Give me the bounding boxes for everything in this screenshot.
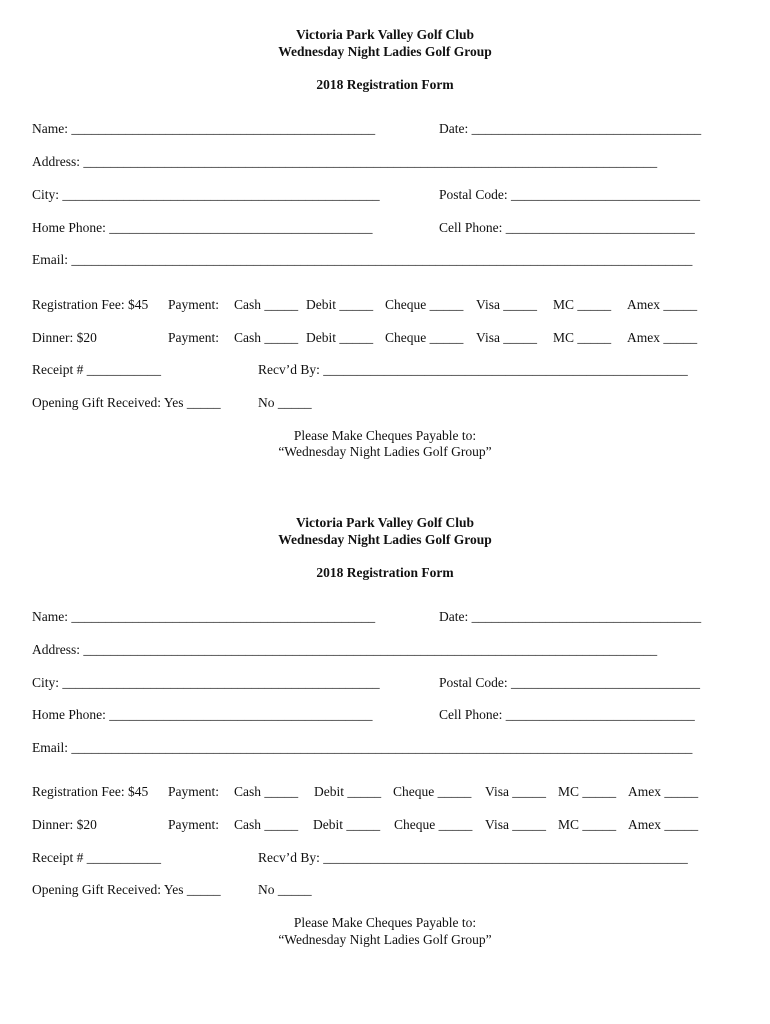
registration-payment-label: Payment: bbox=[168, 784, 219, 799]
registration-debit-option[interactable]: Debit _____ bbox=[314, 784, 382, 799]
registration-fee-label: Registration Fee: $45 bbox=[32, 297, 149, 312]
email-field[interactable]: Email: ____________________________________________________________________________________________ bbox=[32, 252, 693, 267]
dinner-cash-option[interactable]: Cash _____ bbox=[234, 330, 299, 345]
dinner-payment-label: Payment: bbox=[168, 817, 219, 832]
dinner-cash-option[interactable]: Cash _____ bbox=[234, 817, 299, 832]
cheques-payee-name: “Wednesday Night Ladies Golf Group” bbox=[278, 932, 492, 947]
opening-gift-no-field[interactable]: No _____ bbox=[258, 395, 312, 410]
address-field[interactable]: Address: _____________________________________________________________________________________ bbox=[32, 154, 658, 169]
email-field[interactable]: Email: ____________________________________________________________________________________________ bbox=[32, 740, 693, 755]
registration-mc-option[interactable]: MC _____ bbox=[558, 784, 617, 799]
name-field[interactable]: Name: _____________________________________________ bbox=[32, 121, 376, 136]
registration-amex-option[interactable]: Amex _____ bbox=[628, 784, 699, 799]
address-field[interactable]: Address: _____________________________________________________________________________________ bbox=[32, 642, 658, 657]
cheques-payable-note: Please Make Cheques Payable to: bbox=[293, 915, 477, 930]
opening-gift-yes-field[interactable]: Opening Gift Received: Yes _____ bbox=[32, 395, 221, 410]
dinner-cheque-option[interactable]: Cheque _____ bbox=[385, 330, 464, 345]
home-phone-field[interactable]: Home Phone: _______________________________________ bbox=[32, 220, 373, 235]
city-field[interactable]: City: _______________________________________________ bbox=[32, 675, 380, 690]
date-field[interactable]: Date: __________________________________ bbox=[439, 121, 702, 136]
city-field[interactable]: City: _______________________________________________ bbox=[32, 187, 380, 202]
cell-phone-field[interactable]: Cell Phone: ____________________________ bbox=[439, 220, 695, 235]
registration-fee-label: Registration Fee: $45 bbox=[32, 784, 149, 799]
cheques-payee-name: “Wednesday Night Ladies Golf Group” bbox=[278, 444, 492, 459]
group-name: Wednesday Night Ladies Golf Group bbox=[278, 44, 492, 59]
registration-cheque-option[interactable]: Cheque _____ bbox=[393, 784, 472, 799]
opening-gift-no-field[interactable]: No _____ bbox=[258, 882, 312, 897]
dinner-fee-label: Dinner: $20 bbox=[32, 330, 97, 345]
registration-visa-option[interactable]: Visa _____ bbox=[476, 297, 538, 312]
receipt-field[interactable]: Receipt # ___________ bbox=[32, 362, 161, 377]
dinner-payment-label: Payment: bbox=[168, 330, 219, 345]
club-name: Victoria Park Valley Golf Club bbox=[296, 515, 474, 530]
registration-visa-option[interactable]: Visa _____ bbox=[485, 784, 547, 799]
registration-payment-label: Payment: bbox=[168, 297, 219, 312]
registration-mc-option[interactable]: MC _____ bbox=[553, 297, 612, 312]
form-title: 2018 Registration Form bbox=[316, 565, 454, 580]
receipt-field[interactable]: Receipt # ___________ bbox=[32, 850, 161, 865]
received-by-field[interactable]: Recv’d By: ______________________________________________________ bbox=[258, 362, 688, 377]
home-phone-field[interactable]: Home Phone: _______________________________________ bbox=[32, 707, 373, 722]
received-by-field[interactable]: Recv’d By: ______________________________________________________ bbox=[258, 850, 688, 865]
registration-debit-option[interactable]: Debit _____ bbox=[306, 297, 374, 312]
club-name: Victoria Park Valley Golf Club bbox=[296, 27, 474, 42]
dinner-amex-option[interactable]: Amex _____ bbox=[628, 817, 699, 832]
dinner-debit-option[interactable]: Debit _____ bbox=[313, 817, 381, 832]
group-name: Wednesday Night Ladies Golf Group bbox=[278, 532, 492, 547]
dinner-visa-option[interactable]: Visa _____ bbox=[485, 817, 547, 832]
opening-gift-yes-field[interactable]: Opening Gift Received: Yes _____ bbox=[32, 882, 221, 897]
dinner-fee-label: Dinner: $20 bbox=[32, 817, 97, 832]
form-title: 2018 Registration Form bbox=[316, 77, 454, 92]
cell-phone-field[interactable]: Cell Phone: ____________________________ bbox=[439, 707, 695, 722]
dinner-mc-option[interactable]: MC _____ bbox=[553, 330, 612, 345]
postal-code-field[interactable]: Postal Code: ____________________________ bbox=[439, 187, 701, 202]
registration-cash-option[interactable]: Cash _____ bbox=[234, 784, 299, 799]
dinner-mc-option[interactable]: MC _____ bbox=[558, 817, 617, 832]
date-field[interactable]: Date: __________________________________ bbox=[439, 609, 702, 624]
postal-code-field[interactable]: Postal Code: ____________________________ bbox=[439, 675, 701, 690]
registration-amex-option[interactable]: Amex _____ bbox=[627, 297, 698, 312]
dinner-amex-option[interactable]: Amex _____ bbox=[627, 330, 698, 345]
cheques-payable-note: Please Make Cheques Payable to: bbox=[293, 428, 477, 443]
name-field[interactable]: Name: _____________________________________________ bbox=[32, 609, 376, 624]
registration-cash-option[interactable]: Cash _____ bbox=[234, 297, 299, 312]
registration-cheque-option[interactable]: Cheque _____ bbox=[385, 297, 464, 312]
dinner-debit-option[interactable]: Debit _____ bbox=[306, 330, 374, 345]
dinner-cheque-option[interactable]: Cheque _____ bbox=[394, 817, 473, 832]
dinner-visa-option[interactable]: Visa _____ bbox=[476, 330, 538, 345]
